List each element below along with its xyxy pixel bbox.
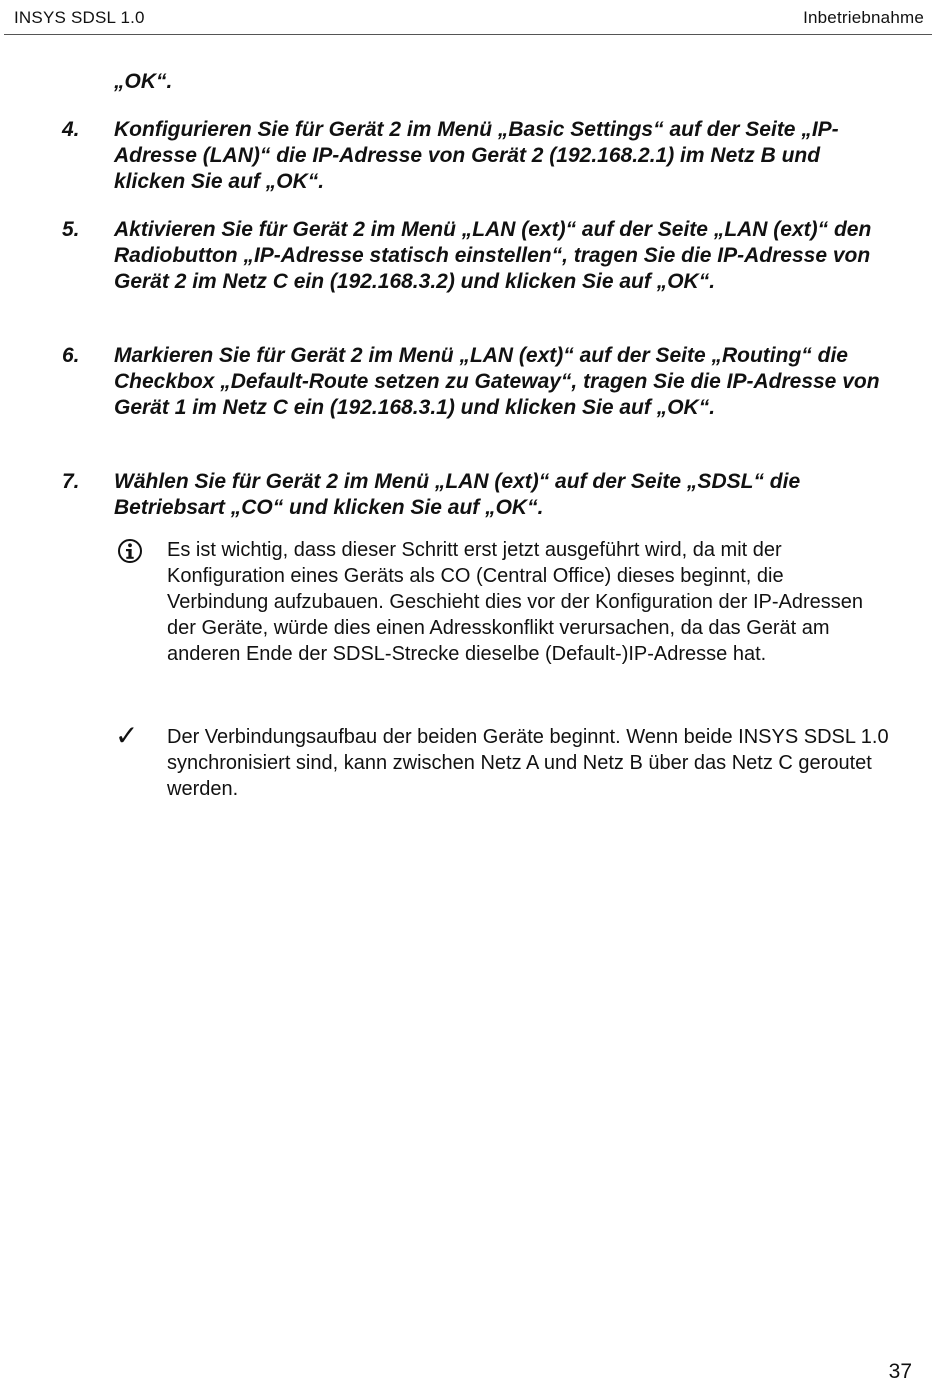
page-number: 37 [888,1360,912,1383]
step-text: Markieren Sie für Gerät 2 im Menü „LAN (ext)“ auf der Seite „Routing“ die Checkbox „Default-Route setzen zu Gateway“, tragen Sie die IP-Adresse von Gerät 1 im Netz C ein (192.168.3.1) und klicken Sie auf „OK“. [114,344,880,419]
header-product-title: INSYS SDSL 1.0 [14,8,145,27]
header-section-title: Inbetriebnahme [803,8,924,27]
info-icon [115,537,145,567]
step-text: Wählen Sie für Gerät 2 im Menü „LAN (ext)“ auf der Seite „SDSL“ die Betriebsart „CO“ und klicken Sie auf „OK“. [114,470,801,519]
page-header [4,0,932,35]
info-note-text: Es ist wichtig, dass dieser Schritt erst jetzt ausgeführt wird, da mit der Konfiguration eines Geräts als CO (Central Office) dieses beginnt, die Verbindung aufzubauen. Geschieht dies vor der Konfiguration der IP-Adressen der Geräte, würde dies einen Adresskonflikt verursachen, da das Gerät am anderen Ende der SDSL-Strecke dieselbe (Default-)IP-Adresse hat. [167,539,863,665]
checkmark-icon: ✓ [115,719,139,752]
step-number: 4. [62,118,80,141]
step-text: Aktivieren Sie für Gerät 2 im Menü „LAN (ext)“ auf der Seite „LAN (ext)“ den Radiobutton „IP-Adresse statisch einstellen“, tragen Sie die IP-Adresse von Gerät 2 im Netz C ein (192.168.3.2) und klicken Sie auf „OK“. [114,218,872,293]
step-number: 6. [62,344,80,367]
step-text: Konfigurieren Sie für Gerät 2 im Menü „Basic Settings“ auf der Seite „IP-Adresse (LAN)“ die IP-Adresse von Gerät 2 (192.168.2.1) im Netz B und klicken Sie auf „OK“. [114,118,839,193]
step-number: 7. [62,470,80,493]
result-note-text: Der Verbindungsaufbau der beiden Geräte beginnt. Wenn beide INSYS SDSL 1.0 synchronisiert sind, kann zwischen Netz A und Netz B über das Netz C geroutet werden. [167,726,889,800]
step-number: 5. [62,218,80,241]
step-continuation-text: „OK“. [114,70,173,93]
